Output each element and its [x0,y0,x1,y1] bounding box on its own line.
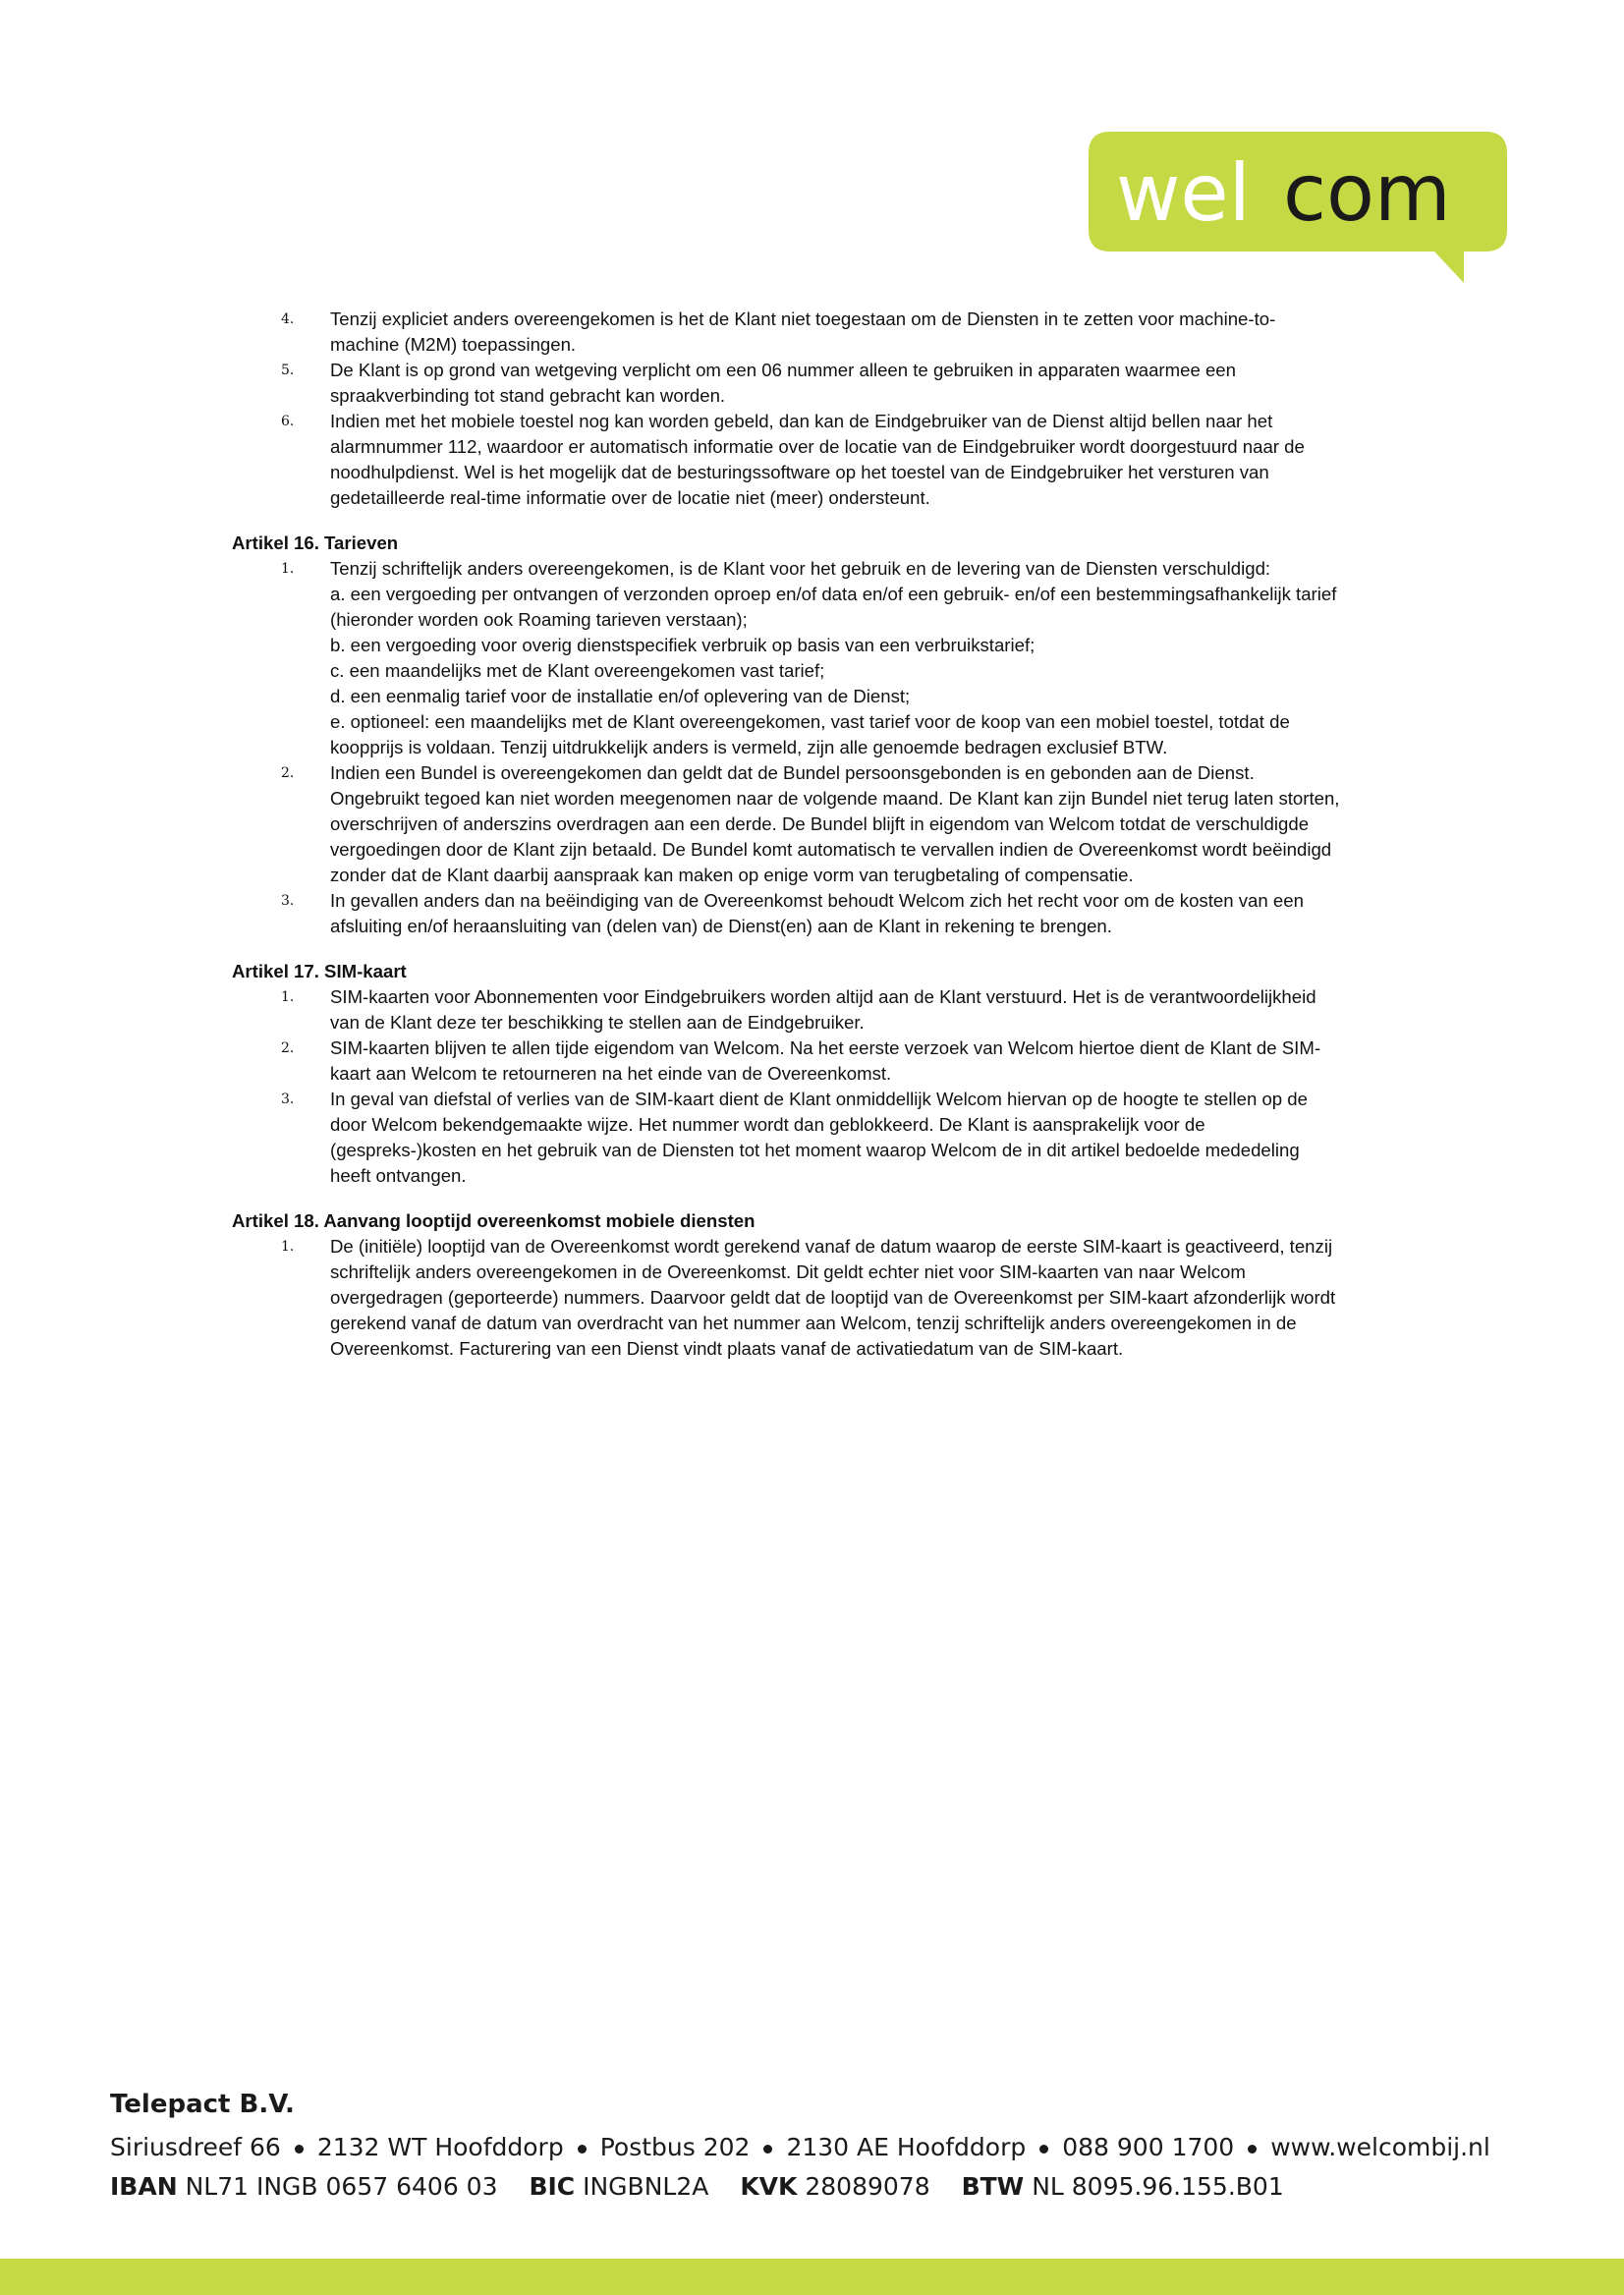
article-section [232,959,1391,1189]
list-item-text-line: door Welcom bekendgemaakte wijze. Het nummer wordt dan geblokkeerd. De Klant is aansprakelijk voor de [330,1114,1205,1135]
list-item-text-line: e. optioneel: een maandelijks met de Klant overeengekomen, vast tarief voor de koop van een mobiel toestel, totdat de [330,711,1290,732]
bullet-icon [295,2145,304,2154]
logo-text-light: wel [1116,147,1251,239]
bullet-icon [1039,2145,1048,2154]
bic-label: BIC [529,2172,576,2201]
list-item [232,409,1391,511]
list-item-text-line: vergoedingen door de Klant zijn betaald. De Bundel komt automatisch te vervallen indien de Overeenkomst wordt beëindigd [330,839,1332,860]
list-item-text-line: Tenzij schriftelijk anders overeengekomen, is de Klant voor het gebruik en de levering van de Diensten verschuldigd: [330,558,1271,579]
list-item-text-line: overgedragen (geporteerde) nummers. Daarvoor geldt dat de looptijd van de Overeenkomst per SIM-kaart afzonderlijk wordt [330,1287,1336,1308]
list-item-text-line: heeft ontvangen. [330,1165,467,1186]
list-item [232,1036,1391,1087]
list-item-text-line: Ongebruikt tegoed kan niet worden meegenomen naar de volgende maand. De Klant kan zijn Bundel niet terug laten storten, [330,788,1340,809]
list-item [232,984,1391,1036]
list-item-number: 2. [281,765,295,781]
list-item-number: 2. [281,1040,295,1056]
bullet-icon [1248,2145,1257,2154]
list-item-text-line: gedetailleerde real-time informatie over de locatie niet (meer) ondersteunt. [330,487,930,508]
list-item-text-line: kaart aan Welcom te retourneren na het einde van de Overeenkomst. [330,1063,892,1084]
footer-address [110,2128,1525,2167]
footer-accent-bar [0,2259,1624,2295]
list-item-text-line: (gespreks-)kosten en het gebruik van de Diensten tot het moment waarop Welcom de in dit artikel bedoelde mededeling [330,1140,1300,1160]
logo-speech-bubble-icon [1089,132,1507,285]
list-item-number: 3. [281,1092,295,1107]
bic-value: INGBNL2A [583,2172,709,2201]
list-item-text-line: (hieronder worden ook Roaming tarieven verstaan); [330,609,748,630]
list-item-text-line: koopprijs is voldaan. Tenzij uitdrukkelijk anders is vermeld, zijn alle genoemde bedragen exclusief BTW. [330,737,1168,757]
list-item [232,888,1391,939]
article-title: Artikel 16. Tarieven [232,532,399,553]
list-item-text-line: c. een maandelijks met de Klant overeengekomen vast tarief; [330,660,825,681]
list-item-text-line: spraakverbinding tot stand gebracht kan worden. [330,385,726,406]
logo-text-dark: com [1283,147,1451,239]
list-item-number: 3. [281,893,295,909]
footer-postcode: 2132 WT Hoofddorp [316,2133,564,2161]
article-title: Artikel 17. SIM-kaart [232,961,407,981]
footer-registration [110,2167,1525,2207]
list-item-text-line: Indien met het mobiele toestel nog kan worden gebeld, dan kan de Eindgebruiker van de Dienst altijd bellen naar het [330,411,1273,431]
kvk-value: 28089078 [805,2172,930,2201]
list-item-number: 1. [281,561,295,577]
list-item-text-line: van de Klant deze ter beschikking te stellen aan de Eindgebruiker. [330,1012,865,1033]
footer [110,2087,1525,2207]
list-item-text-line: afsluiting en/of heraansluiting van (delen van) de Dienst(en) aan de Klant in rekening te brengen. [330,916,1112,936]
list-item-number: 1. [281,1239,295,1255]
article-title: Artikel 18. Aanvang looptijd overeenkomst mobiele diensten [232,1210,756,1231]
list-item [232,760,1391,888]
article-section [232,1208,1391,1362]
list-item [232,556,1391,760]
list-item-text-line: Indien een Bundel is overeengekomen dan geldt dat de Bundel persoonsgebonden is en gebonden aan de Dienst. [330,762,1255,783]
footer-company: Telepact B.V. [110,2090,295,2119]
list-item-text-line: alarmnummer 112, waardoor er automatisch informatie over de locatie van de Eindgebruiker wordt doorgestuurd naar de [330,436,1305,457]
list-item-text-line: zonder dat de Klant daarbij aanspraak kan maken op enige vorm van terugbetaling of compensatie. [330,865,1134,885]
footer-phone: 088 900 1700 [1062,2133,1235,2161]
iban-label: IBAN [110,2172,178,2201]
footer-street: Siriusdreef 66 [110,2133,281,2161]
list-item-number: 6. [281,414,295,429]
list-item [232,1087,1391,1189]
list-item-text-line: In gevallen anders dan na beëindiging van de Overeenkomst behoudt Welcom zich het recht voor om de kosten van een [330,890,1304,911]
footer-website-link[interactable]: www.welcombij.nl [1270,2133,1490,2161]
footer-postbus-postcode: 2130 AE Hoofddorp [786,2133,1027,2161]
list-item-text-line: d. een eenmalig tarief voor de installatie en/of oplevering van de Dienst; [330,686,911,706]
btw-label: BTW [961,2172,1025,2201]
list-item-text-line: overschrijven of anderszins overdragen aan een derde. De Bundel blijft in eigendom van Welcom totdat de verschuldigde [330,813,1310,834]
document-body [232,307,1391,1362]
list-item-text-line: De (initiële) looptijd van de Overeenkomst wordt gerekend vanaf de datum waarop de eerste SIM-kaart is geactiveerd, tenzij [330,1236,1333,1257]
list-item-number: 5. [281,363,295,378]
list-item-text-line: De Klant is op grond van wetgeving verplicht om een 06 nummer alleen te gebruiken in apparaten waarmee een [330,360,1236,380]
intro-list [232,307,1391,511]
list-item-text-line: machine (M2M) toepassingen. [330,334,577,355]
list-item [232,307,1391,358]
list-item-text-line: a. een vergoeding per ontvangen of verzonden oproep en/of data en/of een gebruik- en/of een bestemmingsafhankelijk tarief [330,584,1337,604]
article-section [232,531,1391,939]
list-item-text-line: Tenzij expliciet anders overeengekomen is het de Klant niet toegestaan om de Diensten in te zetten voor machine-to- [330,308,1276,329]
bullet-icon [763,2145,772,2154]
list-item-text-line: b. een vergoeding voor overig dienstspecifiek verbruik op basis van een verbruikstarief; [330,635,1036,655]
list-item-text-line: Overeenkomst. Facturering van een Dienst vindt plaats vanaf de activatiedatum van de SIM-kaart. [330,1338,1124,1359]
list-item [232,358,1391,409]
list-item-text-line: SIM-kaarten voor Abonnementen voor Eindgebruikers worden altijd aan de Klant verstuurd. Het is de verantwoordelijkheid [330,986,1316,1007]
articles [232,531,1391,1362]
list-item-number: 4. [281,311,295,327]
list-item-text-line: schriftelijk anders overeengekomen in de Overeenkomst. Dit geldt echter niet voor SIM-kaarten van naar Welcom [330,1261,1246,1282]
kvk-label: KVK [740,2172,798,2201]
list-item-text-line: noodhulpdienst. Wel is het mogelijk dat de besturingssoftware op het toestel van de Eindgebruiker het versturen van [330,462,1269,482]
list-item-number: 1. [281,989,295,1005]
list-item [232,1234,1391,1362]
btw-value: NL 8095.96.155.B01 [1032,2172,1284,2201]
list-item-text-line: SIM-kaarten blijven te allen tijde eigendom van Welcom. Na het eerste verzoek van Welcom hiertoe dient de Klant de SIM- [330,1037,1321,1058]
list-item-text-line: In geval van diefstal of verlies van de SIM-kaart dient de Klant onmiddellijk Welcom hiervan op de hoogte te stellen op de [330,1089,1308,1109]
iban-value: NL71 INGB 0657 6406 03 [185,2172,498,2201]
list-item-text-line: gerekend vanaf de datum van overdracht van het nummer aan Welcom, tenzij schriftelijk anders overeengekomen in de [330,1313,1297,1333]
footer-postbus: Postbus 202 [599,2133,751,2161]
welcom-logo [1089,132,1507,285]
bullet-icon [578,2145,587,2154]
